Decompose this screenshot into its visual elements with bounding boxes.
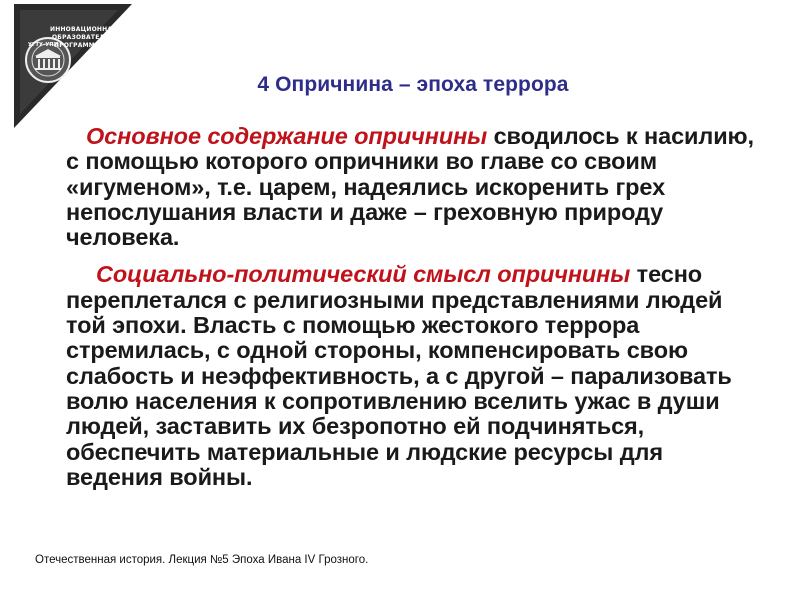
paragraph-emphasis: Основное содержание опричнины	[86, 123, 488, 149]
slide-title: 4 Опричнина – эпоха террора	[257, 73, 569, 96]
paragraph-emphasis: Социально-политический смысл опричнины	[96, 261, 631, 288]
slide-body	[66, 124, 766, 490]
logo-line-2: ОБРАЗОВАТЕЛЬНАЯ	[52, 34, 125, 41]
logo-emblem-icon	[14, 4, 134, 128]
paragraph-text: сводилось к насилию, с помощью которого опричники во главе со своим «игуменом», т.е. царем, надеялись искоренить грех непослушания власти и даже – греховную природу человека.	[66, 123, 754, 251]
paragraph-text: тесно переплетался с религиозными представлениями людей той эпохи. Власть с помощью жестокого террора стремилась, с одной стороны, компенсировать свою слабость и неэффективность, а с другой – парализовать волю населения к сопротивлению вселить ужас в души людей, заставить их безропотно ей подчиняться, обеспечить материальные и людские ресурсы для ведения войны.	[66, 261, 732, 490]
logo-badge: УГТУ-УПИ	[28, 42, 59, 48]
paragraph-meaning	[66, 262, 766, 490]
logo-line-1: ИННОВАЦИОННАЯ	[50, 26, 117, 33]
university-logo	[14, 4, 134, 128]
paragraph-content	[66, 124, 766, 250]
logo-line-3: ПРОГРАММА	[54, 42, 100, 49]
slide-footer: Отечественная история. Лекция №5 Эпоха Ивана IV Грозного.	[35, 554, 369, 566]
